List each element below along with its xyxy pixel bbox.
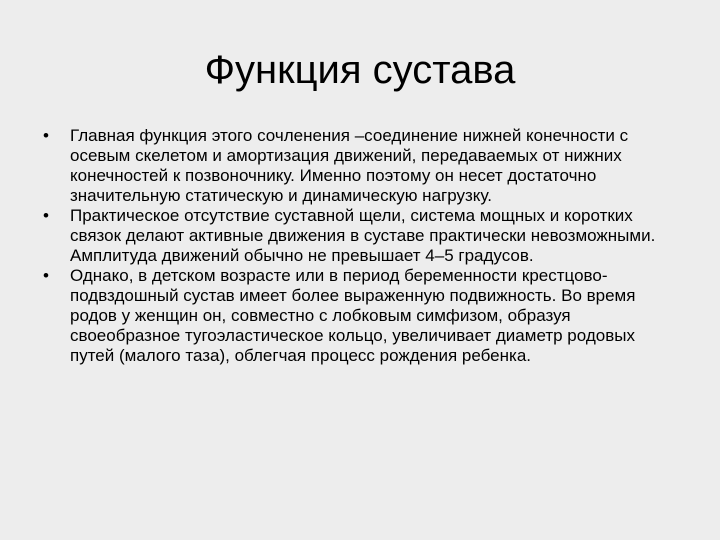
bullet-text: Однако, в детском возрасте или в период беременности крестцово-подвздошный сустав имеет более выраженную подвижность. Во время родов у женщин он, совместно с лобковым симфизом, образуя своеобразное тугоэластическое кольцо, увеличивает диаметр родовых путей (малого таза), облегчая процесс рождения ребенка. (70, 266, 636, 365)
bullet-list (43, 126, 670, 366)
bullet-item (43, 126, 670, 206)
bullet-item (43, 266, 670, 366)
bullet-text: Практическое отсутствие суставной щели, система мощных и коротких связок делают активные движения в суставе практически невозможными. Амплитуда движений обычно не превышает 4–5 градусов. (70, 206, 656, 265)
bullet-marker: • (43, 126, 49, 145)
bullet-marker: • (43, 266, 49, 285)
bullet-marker: • (43, 206, 49, 225)
slide-title: Функция сустава (204, 48, 516, 92)
bullet-text: Главная функция этого сочленения –соединение нижней конечности с осевым скелетом и амортизация движений, передаваемых от нижних конечностей к позвоночнику. Именно поэтому он несет достаточно значительную статическую и динамическую нагрузку. (70, 126, 629, 205)
bullet-item (43, 206, 670, 266)
